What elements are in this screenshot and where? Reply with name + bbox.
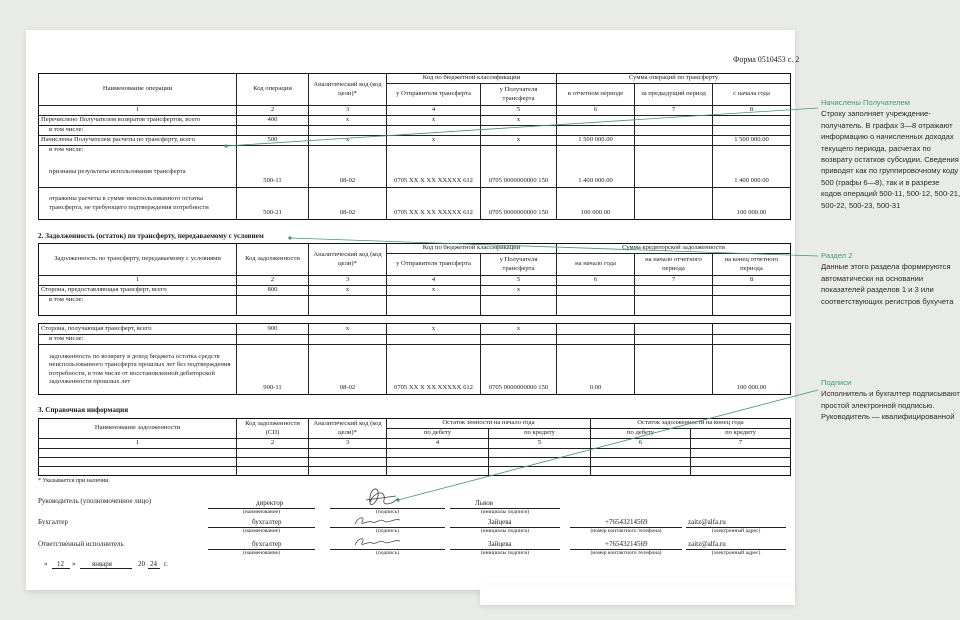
col-number: 8 [713,276,791,286]
form-reference: Форма 0510453 с. 2 [733,55,800,64]
row-budget-sender: 0705 XX X XX XXXXX 612 [387,146,481,188]
date-quote-open: « [44,560,48,568]
col-sum-period-start-header: на начало отчетного периода [635,254,713,276]
col-sum-prev-header: за предыдущий период [635,84,713,106]
row-name: Начислены Получателем расчеты по трансферту, всего [39,136,237,146]
executor-email: zaitz@alfa.ru [688,540,726,548]
leader-line-signatures [398,390,818,500]
caption-signature: (подпись) [376,509,399,515]
annotation-text: Данные этого раздела формируются автоматически на основании показателей разделов 1 и 3 или соответствующих регистров бухучета [821,262,954,306]
col-number: 6 [557,106,635,116]
caption-email: (электронный адрес) [711,528,761,534]
col-number: 4 [387,276,481,286]
row-code: 900 [237,324,309,335]
executor-name: Зайцева [488,540,512,548]
caption-phone: (номер контактного телефона) [590,528,662,534]
row-name: Сторона, предоставляющая трансферт, всего [39,286,237,296]
col-number: 1 [39,106,237,116]
row-budget-receiver: 0705 0000000000 150 [481,188,557,220]
col-number: 8 [713,106,791,116]
row-name: Перечислено Получателем возвратов трансфертов, всего [39,116,237,126]
row-budget-receiver: x [481,136,557,146]
head-name: Львов [475,499,494,507]
col-number: 5 [489,439,591,449]
col-name-header: Наименование операции [39,74,237,106]
col-number: 2 [237,276,309,286]
date-year: 24 [150,560,157,568]
row-analytic: 08-02 [309,146,387,188]
leader-dot [396,498,399,501]
row-name: отражены расчеты в сумме неиспользованного остатка трансферта, не требующего подтверждения потребности [39,188,237,220]
caption-name: (инициалы подписи) [480,550,530,556]
col-name-header: Задолженность по трансферту, передаваемому с условиями [39,244,237,276]
col-number: 7 [635,276,713,286]
caption-signature: (подпись) [376,550,399,556]
row-code: 500 [237,136,309,146]
row-sum-period: 1 400 000.00 [557,146,635,188]
col-number: 4 [387,439,489,449]
col-budget-group-header: Код по бюджетной классификации [387,244,557,254]
col-number: 3 [309,276,387,286]
date-year-prefix: 20 [138,560,145,568]
col-end-group-header: Остаток задолженности на конец года [591,419,791,429]
col-sum-group-header: Сумма кредиторской задолженности [557,244,791,254]
leader-dot [288,236,291,239]
annotation-accruals [821,97,960,211]
caption-name: (инициалы подписи) [480,509,530,515]
accountant-label: Бухгалтер [38,518,69,526]
row-analytic: x [309,136,387,146]
row-sum-year: 1 400 000.00 [713,146,791,188]
row-budget-sender: x [387,286,481,296]
accountant-phone: +76543214569 [605,518,648,526]
annotation-text: Строку заполняет учреждение-получатель. В графах 3—8 отражают информацию о начисленных доходах текущего периода, расчетах по возврату остатков субсидии. Сведения приводят как по группировочному коду 500 (графы 6—8), так и в разрезе кодов операций 500-11, 500-12, 500-21, 500-22, 500-23, 500-31 [821,109,960,210]
col-number: 6 [557,276,635,286]
col-code-header: Код задолженности [237,244,309,276]
caption-name: (инициалы подписи) [480,528,530,534]
row-name: в том числе: [39,126,237,136]
section-3-title: 3. Справочная информация [38,406,129,414]
footnote: * Указывается при наличии. [38,478,110,484]
accountant-name: Зайцева [488,518,512,526]
row-name: в том числе: [39,296,237,316]
executor-label: Ответственный исполнитель [38,540,124,548]
col-credit-header: по кредиту [691,429,791,439]
row-analytic: 08-02 [309,345,387,395]
row-name: Сторона, получающая трансферт, всего [39,324,237,335]
col-credit-header: по кредиту [489,429,591,439]
col-sum-year-header: с начала года [713,84,791,106]
row-budget-sender: 0705 XX X XX XXXXX 612 [387,345,481,395]
col-debit-header: по дебету [387,429,489,439]
annotation-title: Раздел 2 [821,251,853,260]
row-code: 500-21 [237,188,309,220]
row-budget-receiver: x [481,116,557,126]
executor-phone: +76543214569 [605,540,648,548]
col-sum-group-header: Сумма операций по трансферту [557,74,791,84]
row-sum-year: 100 000.00 [713,188,791,220]
caption-position: (наименование) [243,550,280,556]
annotation-title: Начислены Получателем [821,98,910,107]
date-day: 12 [57,560,64,568]
annotation-signatures [821,377,960,423]
row-budget-receiver: x [481,286,557,296]
col-number: 1 [39,276,237,286]
row-analytic: 08-02 [309,188,387,220]
head-position: директор [256,499,284,507]
col-budget-group-header: Код по бюджетной классификации [387,74,557,84]
row-budget-receiver: x [481,324,557,335]
leader-line-section2 [290,238,818,256]
row-sum-period-end: 100 000.00 [713,345,791,395]
leader-dot [224,144,227,147]
row-budget-sender: x [387,324,481,335]
row-budget-sender: x [387,136,481,146]
annotation-text: Исполнитель и бухгалтер подписывают простой электронной подписью. Руководитель — квалифицированной [821,389,960,422]
row-sum-year: 1 500 000.00 [713,136,791,146]
col-number: 1 [39,439,237,449]
col-name-header: Наименование задолженности [39,419,237,439]
caption-signature: (подпись) [376,528,399,534]
row-analytic: x [309,116,387,126]
col-start-group-header: Остаток зенности на начало года [387,419,591,429]
col-number: 3 [309,439,387,449]
col-code-header: Код задолженности (СП) [237,419,309,439]
row-code: 900-11 [237,345,309,395]
row-code: 500-11 [237,146,309,188]
col-number: 4 [387,106,481,116]
col-analytic-header: Аналитический код (код цели)* [309,419,387,439]
caption-phone: (номер контактного телефона) [590,550,662,556]
col-number: 3 [309,106,387,116]
caption-position: (наименование) [243,528,280,534]
col-analytic-header: Аналитический код (код цели)* [309,74,387,106]
section-2-title: 2. Задолженность (остаток) по трансферту, передаваемому с условием [38,232,264,240]
col-number: 6 [591,439,691,449]
row-name: в том числе: [39,335,237,345]
col-sum-period-end-header: на конец отчетного периода [713,254,791,276]
row-code: 400 [237,116,309,126]
row-budget-receiver: 0705 0000000000 150 [481,146,557,188]
row-sum-start: 0.00 [557,345,635,395]
col-number: 5 [481,106,557,116]
executor-position: бухгалтер [252,540,282,548]
executor-signature-mark [355,539,400,545]
row-name: признаны результаты использования трансферта [49,168,186,176]
col-number: 7 [691,439,791,449]
date-suffix: г. [164,560,168,568]
accountant-email: zaitz@alfa.ru [688,518,726,526]
row-budget-sender: 0705 XX X XX XXXXX 612 [387,188,481,220]
col-number: 5 [481,276,557,286]
accountant-signature-mark [355,518,400,524]
row-analytic: x [309,324,387,335]
row-code: 800 [237,286,309,296]
row-budget-sender: x [387,116,481,126]
caption-position: (наименование) [243,509,280,515]
annotation-title: Подписи [821,378,852,387]
col-code-header: Код операции [237,74,309,106]
head-label: Руководитель (уполномоченное лицо) [38,497,152,505]
col-number: 2 [237,106,309,116]
row-sum-period: 1 500 000.00 [557,136,635,146]
col-budget-sender-header: у Отправителя трансферта [387,254,481,276]
row-budget-receiver: 0705 0000000000 150 [481,345,557,395]
col-budget-receiver-header: у Получателя трансферта [481,84,557,106]
col-budget-receiver-header: у Получателя трансферта [481,254,557,276]
col-sum-period-header: в отчетном периоде [557,84,635,106]
col-budget-sender-header: у Отправителя трансферта [387,84,481,106]
row-name: в том числе: [49,146,84,153]
caption-email: (электронный адрес) [711,550,761,556]
col-analytic-header: Аналитический код (код цели)* [309,244,387,276]
col-number: 2 [237,439,309,449]
date-month: января [92,560,113,568]
col-number: 7 [635,106,713,116]
row-analytic: x [309,286,387,296]
date-quote-close: » [72,560,76,568]
head-signature-mark [366,489,398,505]
col-sum-start-header: на начало года [557,254,635,276]
leader-line-accruals [226,108,818,146]
annotation-section2 [821,250,960,307]
row-name: задолженность по возврату в доход бюджета остатка средств неиспользованного трансферта прошлых лет без подтверждения потребности, в том числе от восстановленной дебиторской задолженности прошлых лет [39,345,237,395]
accountant-position: бухгалтер [252,518,282,526]
col-debit-header: по дебету [591,429,691,439]
row-sum-period: 100 000.00 [557,188,635,220]
